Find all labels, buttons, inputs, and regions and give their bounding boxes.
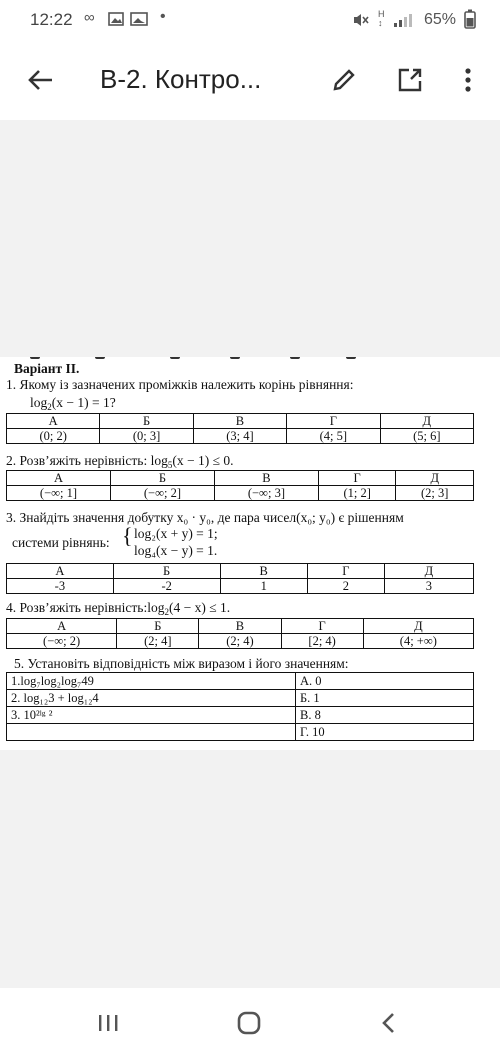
pencil-icon	[331, 67, 357, 93]
recent-apps-button[interactable]	[88, 1006, 128, 1040]
mute-icon	[352, 12, 370, 28]
question-4-answer-table: А Б В Г Д (−∞; 2) (2; 4] (2; 4) [2; 4) (4; +∞)	[6, 618, 474, 649]
question-3-equation-1: log₂(x + y) = 1;	[134, 526, 218, 541]
question-3-system-label: системи рівнянь:	[12, 535, 110, 550]
question-1-answer-table: А Б В Г Д (0; 2) (0; 3] (3; 4] (4; 5] (5; 6]	[6, 413, 474, 444]
question-5-matching-table: 1.log₇log₂log₇49 А. 0 2. log₁₂3 + log₁₂4 Б. 1 3. 10²ˡᵍ ² В. 8 Г. 10	[6, 672, 474, 741]
page-title: В-2. Контро...	[100, 64, 262, 94]
network-type-icon: H ↕	[378, 9, 385, 28]
navigation-bar	[0, 988, 500, 1055]
image-icon	[108, 12, 124, 26]
recent-apps-icon	[96, 1013, 120, 1033]
notification-dot-icon: •	[160, 8, 166, 25]
variant-heading: Варіант ІІ.	[14, 361, 80, 376]
document-page	[0, 357, 500, 750]
open-external-button[interactable]	[390, 60, 430, 100]
question-1-text: 1. Якому із зазначених проміжків належить корінь рівняння:	[6, 377, 354, 392]
back-button[interactable]	[20, 60, 60, 100]
battery-icon	[464, 9, 476, 29]
question-3-answer-table: А Б В Г Д -3 -2 1 2 3	[6, 563, 474, 594]
status-time: 12:22	[30, 10, 73, 29]
system-back-button[interactable]	[368, 1006, 408, 1040]
open-in-new-icon	[396, 66, 424, 94]
signal-icon	[392, 12, 414, 28]
question-3-equation-2: log₄(x − y) = 1.	[134, 543, 218, 558]
infinity-icon: ∞	[84, 9, 95, 26]
app-bar	[0, 40, 500, 120]
question-1-equation: $\log_2(x - 1) = 1$?	[30, 395, 116, 412]
gallery-icon	[130, 12, 148, 26]
home-button[interactable]	[229, 1006, 269, 1040]
system-brace: {	[122, 523, 133, 548]
edit-button[interactable]	[324, 60, 364, 100]
arrow-left-icon	[26, 68, 54, 92]
more-options-button[interactable]	[448, 60, 488, 100]
battery-percent: 65%	[424, 11, 457, 28]
chevron-left-icon	[378, 1011, 398, 1035]
more-vertical-icon	[464, 67, 472, 93]
question-3-text: 3. Знайдіть значення добутку x₀ · y₀, де пара чисел(x₀; y₀) є рішенням	[6, 510, 404, 525]
question-4-text: 4. Розв’яжіть $нерівність:\log_2(4 - x) \le 1$.	[6, 600, 231, 617]
question-2-text: 2. Розв’яжіть нерівність: $\log_5(x - 1) \le 0$.	[6, 453, 234, 470]
home-icon	[236, 1011, 262, 1035]
question-5-text: 5. Установіть відповідність між виразом і його значенням:	[14, 656, 349, 671]
status-bar	[0, 0, 500, 40]
question-2-answer-table: А Б В Г Д (−∞; 1] (−∞; 2] (−∞; 3] (1; 2] (2; 3]	[6, 470, 474, 501]
